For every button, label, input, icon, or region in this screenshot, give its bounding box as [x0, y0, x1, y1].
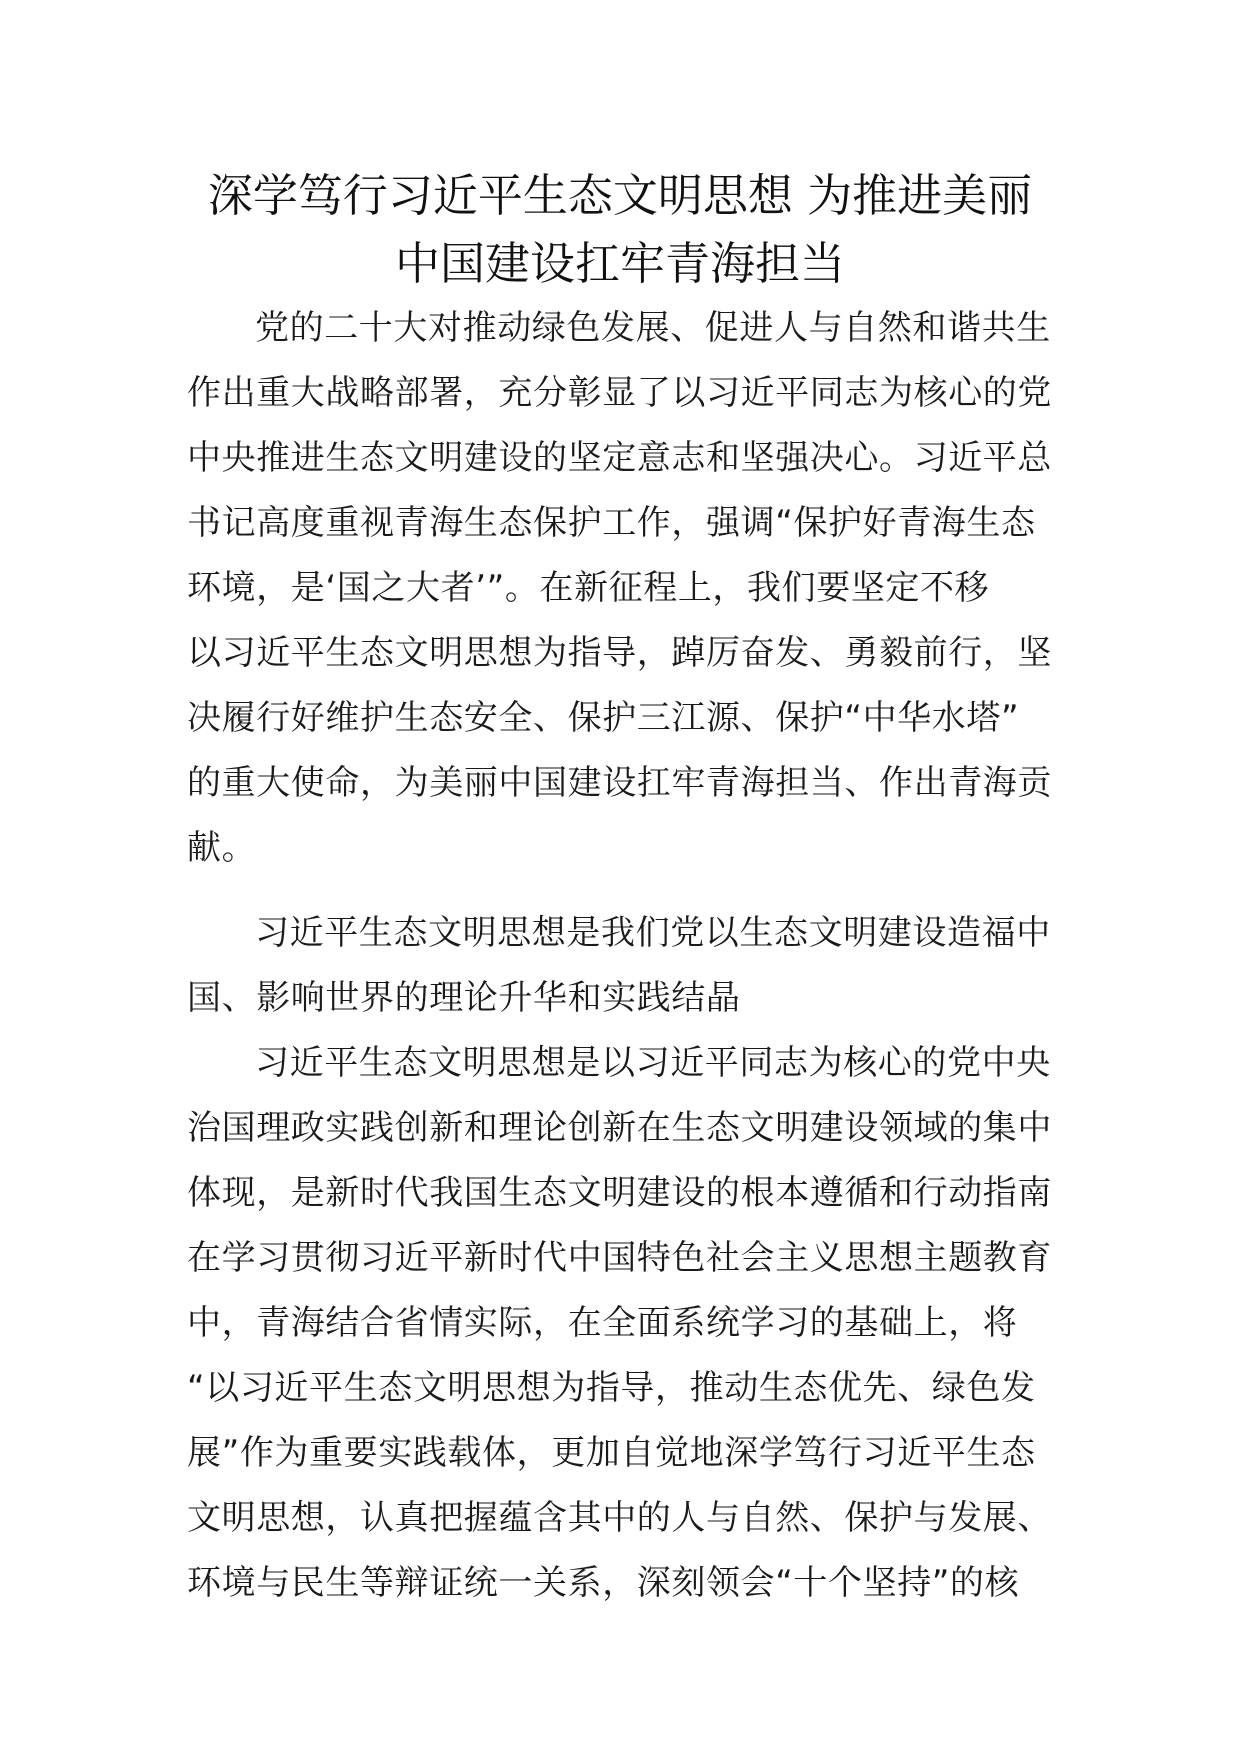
text-line: 中，青海结合省情实际，在全面系统学习的基础上，将: [187, 1303, 1018, 1343]
paragraph-intro: [187, 296, 1057, 881]
heading-line: 习近平生态文明思想是我们党以生态文明建设造福中: [255, 913, 1051, 953]
paragraph-gap: [187, 881, 1057, 901]
text-line: 作出重大战略部署，充分彰显了以习近平同志为核心的党: [187, 373, 1052, 413]
title-line: 中国建设扛牢青海担当: [394, 237, 845, 290]
text-line: 环境与民生等辩证统一关系，深刻领会“十个坚持”的核: [187, 1563, 1020, 1603]
text-line: 文明思想，认真把握蕴含其中的人与自然、保护与发展、: [187, 1498, 1052, 1538]
heading-line: 国、影响世界的理论升华和实践结晶: [187, 978, 741, 1018]
title-line: 深学笃行习近平生态文明思想 为推进美丽: [207, 169, 1033, 222]
text-line: 习近平生态文明思想是以习近平同志为核心的党中央: [255, 1043, 1051, 1083]
document-title: [150, 162, 1090, 298]
section-heading: [187, 901, 1057, 1031]
text-line: 党的二十大对推动绿色发展、促进人与自然和谐共生: [255, 308, 1051, 348]
text-line: 在学习贯彻习近平新时代中国特色社会主义思想主题教育: [187, 1238, 1052, 1278]
paragraph-body: [187, 1031, 1057, 1616]
text-line: 中央推进生态文明建设的坚定意志和坚强决心。习近平总: [187, 438, 1052, 478]
document-body: [187, 296, 1057, 1616]
text-line: 体现，是新时代我国生态文明建设的根本遵循和行动指南: [187, 1173, 1052, 1213]
text-line: 书记高度重视青海生态保护工作，强调“保护好青海生态: [187, 503, 1036, 543]
text-line: “以习近平生态文明思想为指导，推动生态优先、绿色发: [187, 1368, 1036, 1408]
text-line: 决履行好维护生态安全、保护三江源、保护“中华水塔”: [187, 698, 1020, 738]
text-line: 治国理政实践创新和理论创新在生态文明建设领域的集中: [187, 1108, 1052, 1148]
text-line: 以习近平生态文明思想为指导，踔厉奋发、勇毅前行，坚: [187, 633, 1052, 673]
text-line: 的重大使命，为美丽中国建设扛牢青海担当、作出青海贡: [187, 763, 1052, 803]
text-line: 环境，是‘国之大者’”。在新征程上，我们要坚定不移: [187, 568, 990, 608]
text-line: 展”作为重要实践载体，更加自觉地深学笃行习近平生态: [187, 1433, 1036, 1473]
text-line: 献。: [187, 828, 257, 868]
